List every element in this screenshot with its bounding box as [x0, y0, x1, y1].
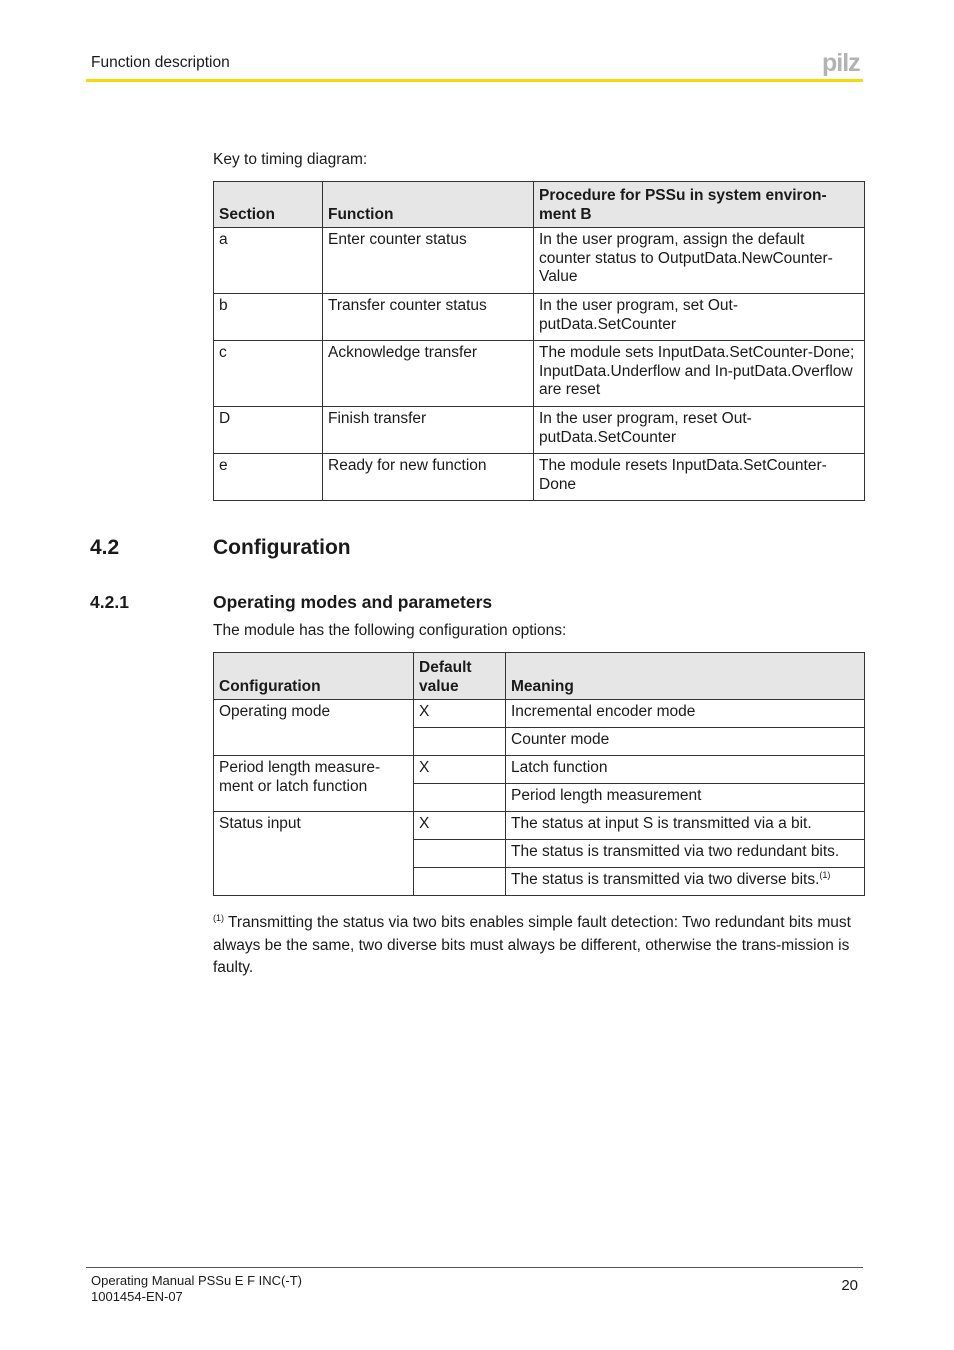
column-header: Section — [214, 182, 323, 228]
table-cell: c — [214, 341, 323, 407]
table-cell: D — [214, 407, 323, 454]
table-cell: e — [214, 454, 323, 501]
meaning-cell: Latch function — [506, 756, 865, 784]
config-name-cell: Operating mode — [214, 700, 414, 756]
footer-rule — [86, 1267, 863, 1268]
configuration-table — [213, 652, 865, 896]
table-cell: In the user program, set Out-putData.SetCounter — [534, 294, 865, 341]
footnote-ref: (1) — [819, 870, 831, 880]
table-cell: Transfer counter status — [323, 294, 534, 341]
column-header: Procedure for PSSu in system environ-ment B — [534, 182, 865, 228]
table-cell: Ready for new function — [323, 454, 534, 501]
table-header-row — [214, 653, 865, 700]
table-cell: b — [214, 294, 323, 341]
table-row — [214, 341, 865, 407]
column-header: Default value — [414, 653, 506, 700]
table-cell: The module sets InputData.SetCounter-Done; InputData.Underflow and In-putData.Overflow are reset — [534, 341, 865, 407]
footnote-text: Transmitting the status via two bits enables simple fault detection: Two redundant bits must always be the same, two diverse bits must always be different, otherwise the trans-mission is faulty. — [213, 914, 851, 976]
table-cell: Acknowledge transfer — [323, 341, 534, 407]
table-row — [214, 228, 865, 294]
manual-title: Operating Manual PSSu E F INC(-T) — [91, 1273, 302, 1288]
default-value-cell — [414, 728, 506, 756]
footnote — [213, 912, 853, 980]
table-row — [214, 812, 865, 840]
table-row — [214, 454, 865, 501]
default-value-cell: X — [414, 700, 506, 728]
key-label: Key to timing diagram: — [213, 151, 368, 168]
default-value-cell: X — [414, 812, 506, 840]
footnote-marker: (1) — [213, 913, 224, 923]
meaning-cell: The status at input S is transmitted via a bit. — [506, 812, 865, 840]
table-cell: a — [214, 228, 323, 294]
footer-info — [91, 1273, 302, 1305]
table-cell: The module resets InputData.SetCounter-Done — [534, 454, 865, 501]
document-number: 1001454-EN-07 — [91, 1289, 183, 1304]
table-header-row — [214, 182, 865, 228]
intro-text: The module has the following configuration options: — [213, 622, 567, 639]
table-row — [214, 407, 865, 454]
meaning-cell: Period length measurement — [506, 784, 865, 812]
column-header: Meaning — [506, 653, 865, 700]
page-number: 20 — [841, 1277, 858, 1294]
table-cell: Finish transfer — [323, 407, 534, 454]
logo-text: pilz — [822, 50, 860, 76]
default-value-cell — [414, 840, 506, 868]
column-header: Function — [323, 182, 534, 228]
column-header: Configuration — [214, 653, 414, 700]
default-value-cell — [414, 868, 506, 896]
default-value-cell: X — [414, 756, 506, 784]
config-name-cell: Period length measure-ment or latch function — [214, 756, 414, 812]
default-value-cell — [414, 784, 506, 812]
subsection-number: 4.2.1 — [90, 592, 129, 612]
meaning-cell: Counter mode — [506, 728, 865, 756]
table-row — [214, 700, 865, 728]
table-cell: In the user program, assign the default counter status to OutputData.NewCounter-Value — [534, 228, 865, 294]
table-row — [214, 294, 865, 341]
table-cell: In the user program, reset Out-putData.SetCounter — [534, 407, 865, 454]
meaning-cell: Incremental encoder mode — [506, 700, 865, 728]
config-name-cell: Status input — [214, 812, 414, 896]
running-header: Function description — [91, 54, 230, 71]
meaning-text: The status is transmitted via two diverse bits. — [511, 871, 820, 888]
meaning-cell: The status is transmitted via two redundant bits. — [506, 840, 865, 868]
meaning-cell — [506, 868, 865, 896]
timing-key-table — [213, 181, 865, 501]
header-rule — [86, 79, 863, 82]
table-row — [214, 756, 865, 784]
subsection-title: Operating modes and parameters — [213, 592, 493, 612]
pilz-logo — [822, 50, 864, 76]
table-cell: Enter counter status — [323, 228, 534, 294]
section-number: 4.2 — [90, 536, 120, 559]
section-title: Configuration — [213, 536, 351, 559]
